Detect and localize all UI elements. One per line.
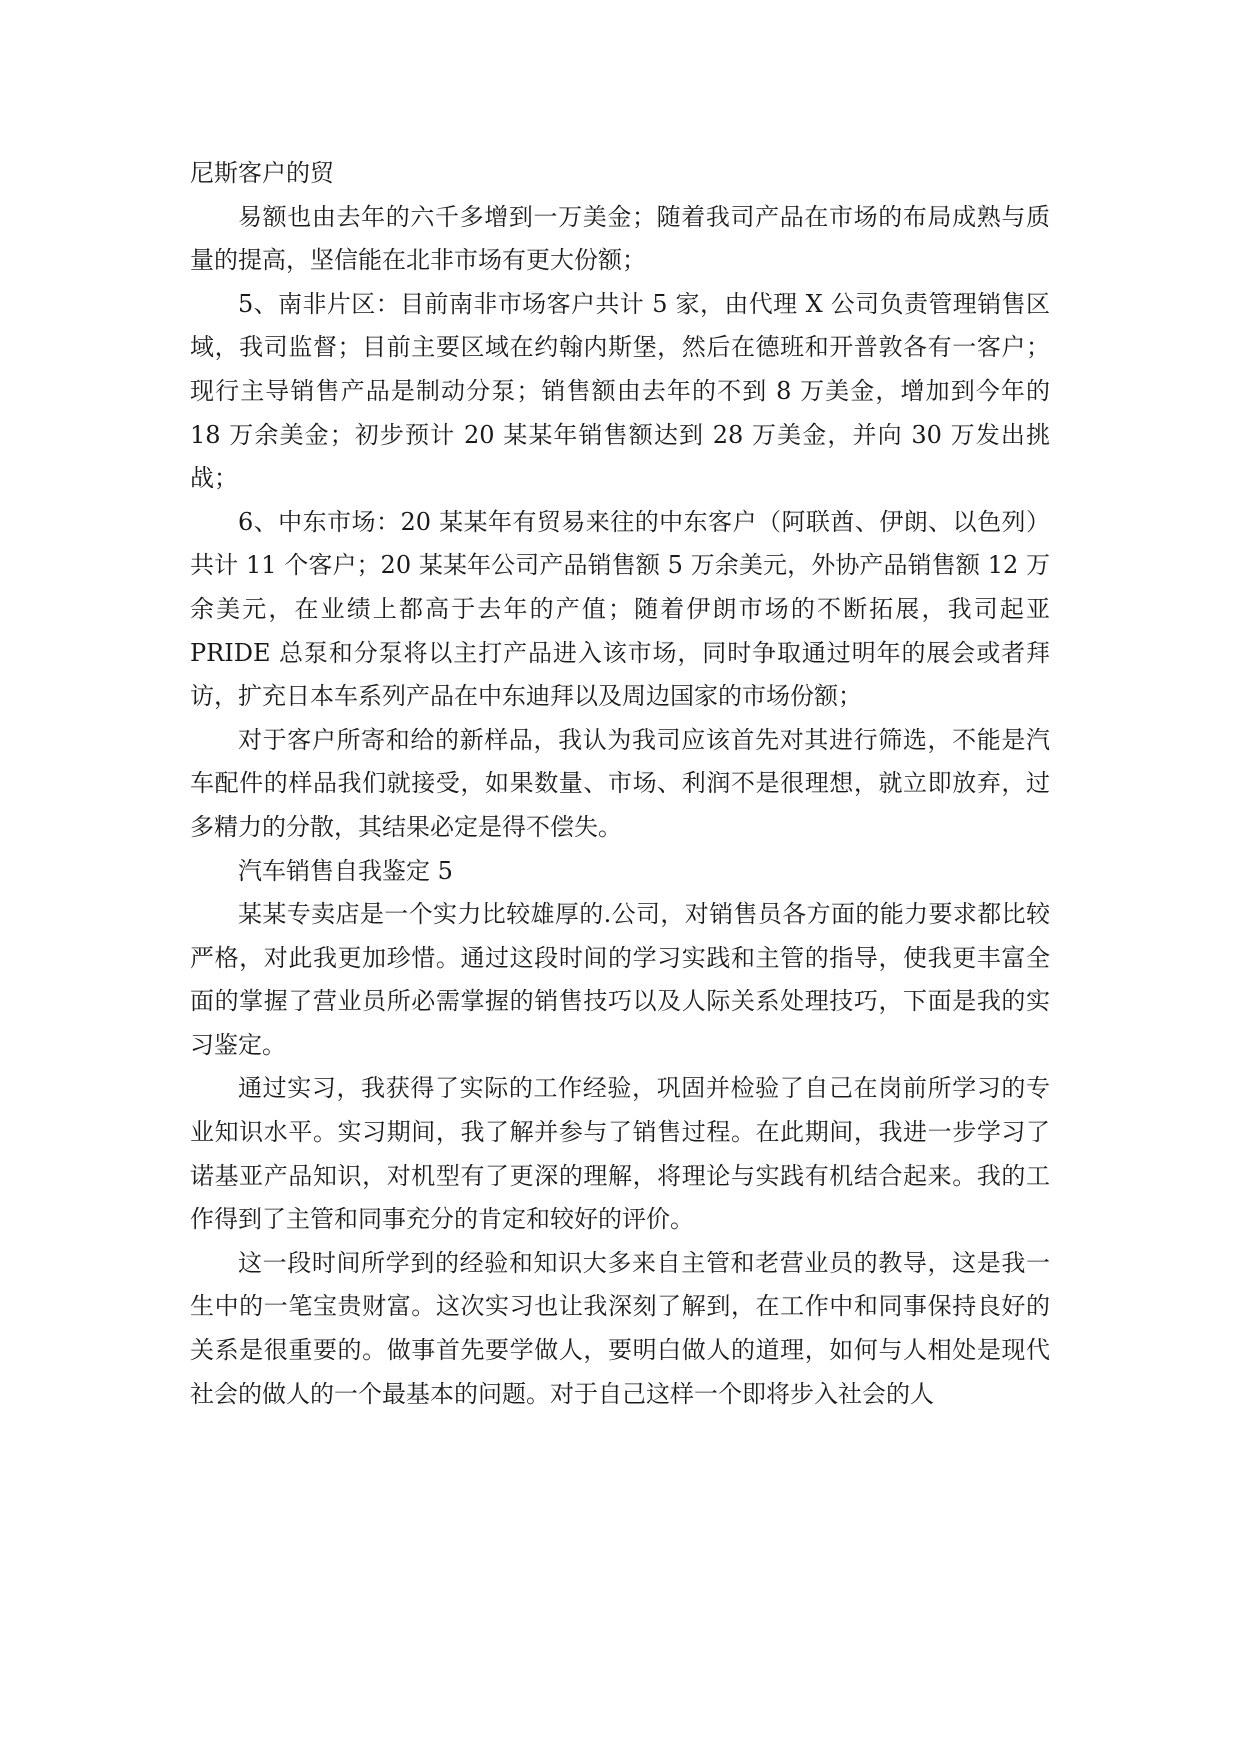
paragraph-middle-east: 6、中东市场：20 某某年有贸易来往的中东客户（阿联酋、伊朗、以色列）共计 11 个客户；20 某某年公司产品销售额 5 万余美元，外协产品销售额 12 万余美元，在业绩上都高于去年的产值；随着伊朗市场的不断拓展，我司起亚 PRIDE 总泵和分泵将以主打产品进入该市场，同时争取通过明年的展会或者拜访，扩充日本车系列产品在中东迪拜以及周边国家的市场份额； <box>190 507 1050 711</box>
section-heading: 汽车销售自我鉴定 5 <box>238 856 453 885</box>
paragraph-store: 某某专卖店是一个实力比较雄厚的.公司，对销售员各方面的能力要求都比较严格，对此我更加珍惜。通过这段时间的学习实践和主管的指导，使我更丰富全面的掌握了营业员所必需掌握的销售技巧以及人际关系处理技巧，下面是我的实习鉴定。 <box>190 900 1050 1059</box>
paragraph-south-africa: 5、南非片区：目前南非市场客户共计 5 家，由代理 X 公司负责管理销售区域，我司监督；目前主要区域在约翰内斯堡，然后在德班和开普敦各有一客户；现行主导销售产品是制动分泵；销售额由去年的不到 8 万美金，增加到今年的 18 万余美金；初步预计 20 某某年销售额达到 28 万美金，并向 30 万发出挑战； <box>190 289 1050 493</box>
paragraph-2: 易额也由去年的六千多增到一万美金；随着我司产品在市场的布局成熟与质量的提高，坚信能在北非市场有更大份额； <box>190 202 1050 275</box>
document-body <box>190 152 1050 1416</box>
paragraph-samples: 对于客户所寄和给的新样品，我认为我司应该首先对其进行筛选，不能是汽车配件的样品我们就接受，如果数量、市场、利润不是很理想，就立即放弃，过多精力的分散，其结果必定是得不偿失。 <box>190 725 1050 841</box>
paragraph-experience: 这一段时间所学到的经验和知识大多来自主管和老营业员的教导，这是我一生中的一笔宝贵财富。这次实习也让我深刻了解到，在工作中和同事保持良好的关系是很重要的。做事首先要学做人，要明白做人的道理，如何与人相处是现代社会的做人的一个最基本的问题。对于自己这样一个即将步入社会的人 <box>190 1248 1050 1408</box>
paragraph-internship: 通过实习，我获得了实际的工作经验，巩固并检验了自己在岗前所学习的专业知识水平。实习期间，我了解并参与了销售过程。在此期间，我进一步学习了诺基亚产品知识，对机型有了更深的理解，将理论与实践有机结合起来。我的工作得到了主管和同事充分的肯定和较好的评价。 <box>190 1074 1050 1234</box>
paragraph-1: 尼斯客户的贸 <box>190 159 334 187</box>
